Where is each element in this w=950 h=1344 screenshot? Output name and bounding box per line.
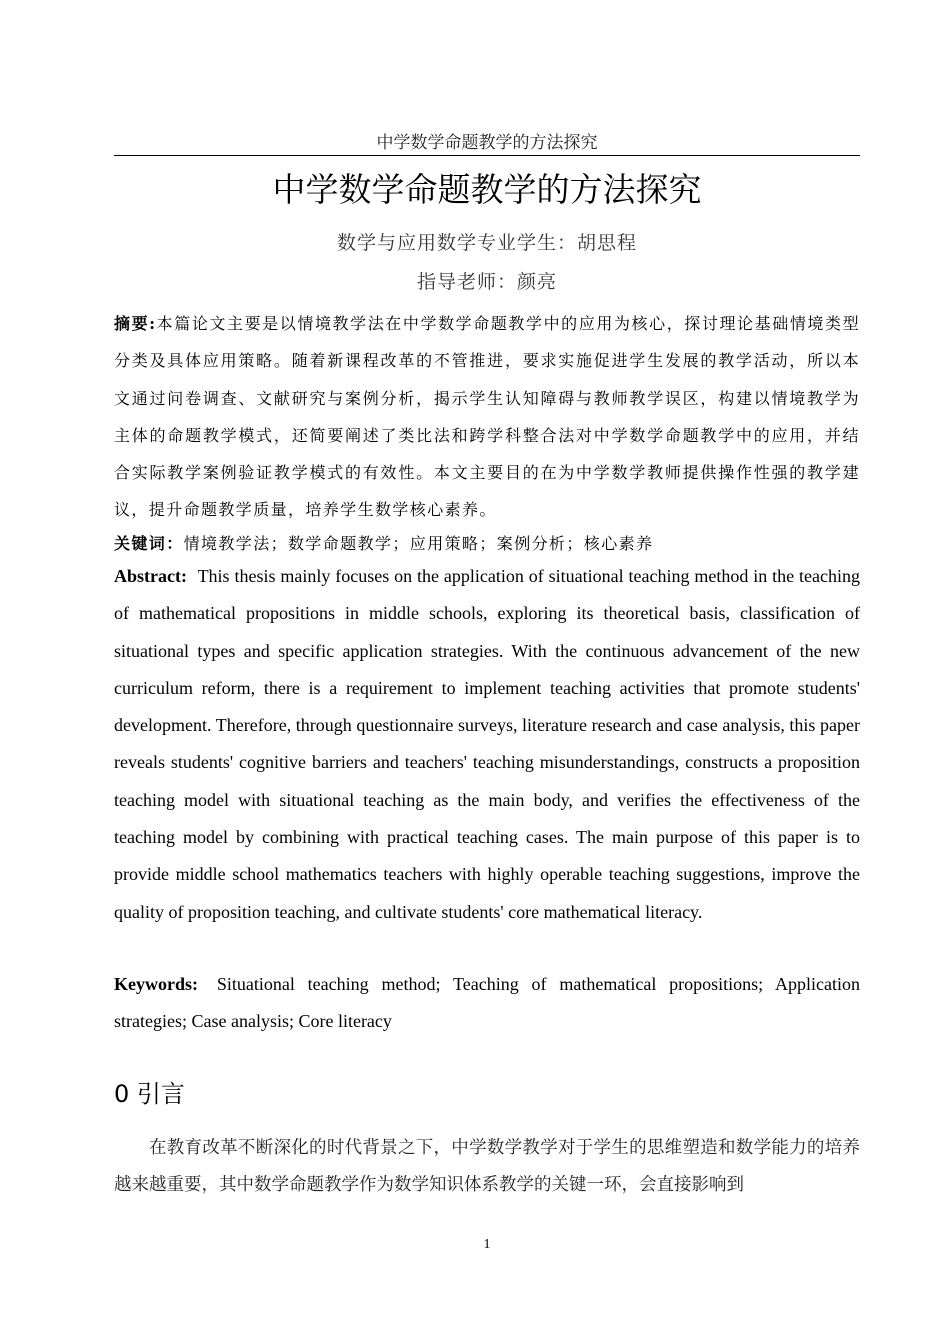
chinese-abstract-text: 本篇论文主要是以情境教学法在中学数学命题教学中的应用为核心，探讨理论基础情境类型分类及具体应用策略。随着新课程改革的不管推进，要求实施促进学生发展的教学活动，所以本文通过问卷调查、文献研究与案例分析，揭示学生认知障碍与教师教学误区，构建以情境教学为主体的命题教学模式，还简要阐述了类比法和跨学科整合法对中学数学命题教学中的应用，并结合实际教学案例验证教学模式的有效性。本文主要目的在为中学数学教师提供操作性强的教学建议，提升命题教学质量，培养学生数学核心素养。: [114, 314, 860, 520]
chinese-keywords: [114, 531, 860, 557]
english-abstract-label: Abstract:: [114, 566, 187, 586]
paper-title: 中学数学命题教学的方法探究: [272, 170, 702, 209]
english-keywords-label: Keywords:: [114, 974, 198, 994]
english-keywords: [114, 966, 860, 1040]
chinese-abstract: [114, 305, 860, 529]
chinese-abstract-label: 摘要:: [114, 314, 157, 333]
english-keywords-text: Situational teaching method; Teaching of mathematical propositions; Application strategies; Case analysis; Core literacy: [114, 974, 861, 1031]
introduction-paragraph: 在教育改革不断深化的时代背景之下，中学数学教学对于学生的思维塑造和数学能力的培养越来越重要，其中数学命题教学作为数学知识体系教学的关键一环，会直接影响到: [114, 1138, 860, 1195]
section-heading: 0 引言: [114, 1080, 185, 1108]
english-abstract: [114, 558, 860, 931]
page-number: 1: [483, 1237, 491, 1252]
chinese-keywords-label: 关键词：: [114, 534, 184, 553]
author-line: 数学与应用数学专业学生：胡思程: [336, 232, 637, 254]
running-header: 中学数学命题教学的方法探究: [114, 132, 860, 156]
english-abstract-text: This thesis mainly focuses on the application of situational teaching method in the teaching of mathematical propositions in middle schools, exploring its theoretical basis, classification of situational types and specific application strategies. With the continuous advancement of the new curriculum reform, there is a requirement to implement teaching activities that promote students' development. Therefore, through questionnaire surveys, literature research and case analysis, this paper reveals students' cognitive barriers and teachers' teaching misunderstandings, constructs a proposition teaching model with situational teaching as the main body, and verifies the effectiveness of the teaching model by combining with practical teaching cases. The main purpose of this paper is to provide middle school mathematics teachers with highly operable teaching suggestions, improve the quality of proposition teaching, and cultivate students' core mathematical literacy.: [114, 566, 860, 922]
chinese-keywords-text: 情境教学法；数学命题教学；应用策略；案例分析；核心素养: [183, 534, 654, 553]
advisor-line: 指导老师：颜亮: [416, 271, 557, 293]
